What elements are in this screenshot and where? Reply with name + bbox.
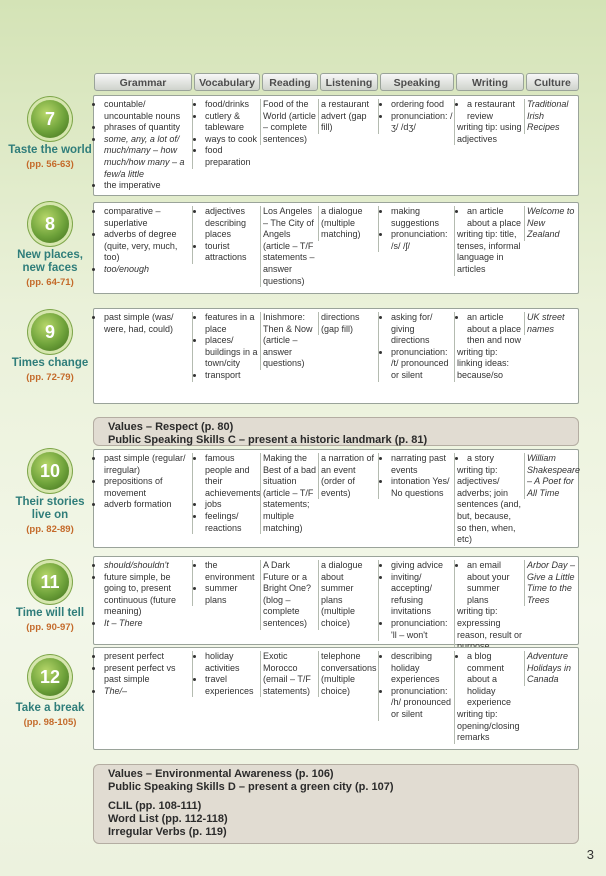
unit-10-label <box>5 452 95 535</box>
list-item: • past simple (was/ were, had, could) <box>104 312 190 335</box>
list-item: • comparative – superlative <box>104 206 190 229</box>
unit-pages: (pp. 72-79) <box>26 372 74 383</box>
unit-pages: (pp. 90-97) <box>26 622 74 633</box>
unit-number-badge: 12 <box>31 658 69 696</box>
writing-cell <box>454 651 523 744</box>
list-item: • narrating past events <box>391 453 453 476</box>
list-item: • pronunciation: /ʒ/ /dʒ/ <box>391 111 453 134</box>
unit-9-label <box>5 313 95 383</box>
unit-10-row <box>93 449 579 548</box>
unit-title: New places, new faces <box>17 249 83 274</box>
list-item: • a restaurant review <box>467 99 523 122</box>
listening-cell: a restaurant advert (gap fill) <box>318 99 377 134</box>
list-item: • phrases of quantity <box>104 122 190 134</box>
list-item: • adverb formation <box>104 499 190 511</box>
grammar-cell <box>94 206 190 276</box>
values-band-2 <box>93 764 579 844</box>
list-item: • food/drinks <box>205 99 259 111</box>
list-item: • an email about your summer plans <box>467 560 523 606</box>
header-speaking: Speaking <box>380 73 454 91</box>
unit-pages: (pp. 98-105) <box>23 717 77 728</box>
list-item: • a blog comment about a holiday experience <box>467 651 523 709</box>
list-item: • an article about a place then and now <box>467 312 523 347</box>
culture-cell: UK street names <box>524 312 579 335</box>
unit-9-row <box>93 308 579 404</box>
grammar-cell <box>94 312 190 335</box>
culture-cell: Arbor Day – Give a Little Time to the Trees <box>524 560 579 606</box>
public-speaking-line: Public Speaking Skills D – present a green city (p. 107) <box>108 781 394 793</box>
list-item: • famous people and their achievements <box>205 453 259 499</box>
reading-cell: Los Angeles – The City of Angels (article – T/F statements – answer questions) <box>260 206 317 287</box>
unit-pages: (pp. 64-71) <box>26 277 74 288</box>
vocabulary-cell <box>192 560 259 606</box>
list-item: • describing holiday experiences <box>391 651 453 686</box>
grammar-cell <box>94 651 190 697</box>
list-item: • holiday activities <box>205 651 259 674</box>
list-item: • ways to cook <box>205 134 259 146</box>
list-item: • tourist attractions <box>205 241 259 264</box>
list-item: • intonation Yes/ No questions <box>391 476 453 499</box>
list-item: • places/ buildings in a town/city <box>205 335 259 370</box>
list-item: • transport <box>205 370 259 382</box>
grammar-cell <box>94 560 190 630</box>
list-item: • cutlery & tableware <box>205 111 259 134</box>
culture-cell: Traditional Irish Recipes <box>524 99 579 134</box>
unit-title: Take a break <box>15 702 85 714</box>
list-item: • some, any, a lot of/ much/many – how much/how many – a few/a little <box>104 134 190 180</box>
reading-cell: A Dark Future or a Bright One? (blog – complete sentences) <box>260 560 317 630</box>
list-item: • asking for/ giving directions <box>391 312 453 347</box>
writing-cell <box>454 206 523 276</box>
list-item: • future simple, be going to, present continuous (future meaning) <box>104 572 190 618</box>
unit-8-label <box>5 205 95 288</box>
writing-tip: writing tip: using adjectives <box>457 122 522 144</box>
culture-cell: Adventure Holidays in Canada <box>524 651 579 686</box>
speaking-cell <box>378 312 453 382</box>
list-item: • past simple (regular/ irregular) <box>104 453 190 476</box>
word-list-line: Word List (pp. 112-118) <box>108 813 228 825</box>
unit-12-row <box>93 647 579 750</box>
unit-pages: (pp. 56-63) <box>26 159 74 170</box>
list-item: • features in a place <box>205 312 259 335</box>
list-item: • jobs <box>205 499 259 511</box>
header-reading: Reading <box>262 73 318 91</box>
listening-cell: a narration of an event (order of events) <box>318 453 377 499</box>
list-item: • a story <box>467 453 523 465</box>
writing-cell <box>454 453 523 546</box>
unit-number-badge: 11 <box>31 563 69 601</box>
list-item: • food preparation <box>205 145 259 168</box>
speaking-cell <box>378 651 453 721</box>
unit-7-row <box>93 95 579 196</box>
page-number: 3 <box>586 847 594 862</box>
writing-cell <box>454 560 523 653</box>
header-writing: Writing <box>456 73 524 91</box>
vocabulary-cell <box>192 312 259 382</box>
list-item: • adjectives describing places <box>205 206 259 241</box>
listening-cell: directions (gap fill) <box>318 312 377 335</box>
unit-title: Times change <box>11 357 89 369</box>
header-vocabulary: Vocabulary <box>194 73 260 91</box>
culture-cell: William Shakespeare – A Poet for All Time <box>524 453 579 499</box>
list-item: • the environment <box>205 560 259 583</box>
unit-number-badge: 9 <box>31 313 69 351</box>
unit-number-badge: 8 <box>31 205 69 243</box>
list-item: • It – There <box>104 618 190 630</box>
clil-line: CLIL (pp. 108-111) <box>108 800 202 812</box>
irregular-verbs-line: Irregular Verbs (p. 119) <box>108 826 227 838</box>
list-item: • countable/ uncountable nouns <box>104 99 190 122</box>
grammar-cell <box>94 453 190 511</box>
unit-title: Their stories live on <box>15 496 85 521</box>
list-item: • pronunciation: /s/ /ʃ/ <box>391 229 453 252</box>
reading-cell: Exotic Morocco (email – T/F statements) <box>260 651 317 697</box>
unit-pages: (pp. 82-89) <box>26 524 74 535</box>
list-item: • The/– <box>104 686 190 698</box>
writing-tip: writing tip: expressing reason, result or <box>457 606 523 640</box>
unit-number-badge: 10 <box>31 452 69 490</box>
list-item: • travel experiences <box>205 674 259 697</box>
reading-cell: Food of the World (article – complete sentences) <box>260 99 317 145</box>
culture-cell: Welcome to New Zealand <box>524 206 579 241</box>
values-line: Values – Environmental Awareness (p. 106) <box>108 768 334 780</box>
list-item: • the imperative <box>104 180 190 192</box>
list-item: • inviting/ accepting/ refusing invitations <box>391 572 453 618</box>
writing-tip: writing tip: title, tenses, informal language in articles <box>457 229 521 274</box>
listening-cell: telephone conversations (multiple choice) <box>318 651 377 697</box>
vocabulary-cell <box>192 206 259 264</box>
reading-cell: Inishmore: Then & Now (article – answer questions) <box>260 312 317 370</box>
speaking-cell <box>378 560 453 641</box>
writing-cell <box>454 99 523 145</box>
unit-7-label <box>5 100 95 170</box>
list-item: • giving advice <box>391 560 453 572</box>
writing-tip: writing tip: adjectives/ adverbs; join sentences (and, but, because, so then, when, etc) <box>457 464 522 545</box>
writing-cell <box>454 312 523 382</box>
unit-12-label <box>5 658 95 728</box>
list-item: • an article about a place <box>467 206 523 229</box>
unit-number-badge: 7 <box>31 100 69 138</box>
listening-cell: a dialogue about summer plans (multiple choice) <box>318 560 377 630</box>
list-item: • ordering food <box>391 99 453 111</box>
values-line: Values – Respect (p. 80) <box>108 421 234 433</box>
list-item: • making suggestions <box>391 206 453 229</box>
unit-11-label <box>5 563 95 633</box>
vocabulary-cell <box>192 453 259 534</box>
list-item: • prepositions of movement <box>104 476 190 499</box>
unit-title: Time will tell <box>15 607 85 619</box>
speaking-cell <box>378 453 453 499</box>
list-item: • present perfect <box>104 651 190 663</box>
list-item: • should/shouldn't <box>104 560 190 572</box>
list-item: • present perfect vs past simple <box>104 663 190 686</box>
unit-8-row <box>93 202 579 294</box>
list-item: • pronunciation: /t/ pronounced or silent <box>391 347 453 382</box>
speaking-cell <box>378 206 453 252</box>
list-item: • feelings/ reactions <box>205 511 259 534</box>
listening-cell: a dialogue (multiple matching) <box>318 206 377 241</box>
writing-tip: writing tip: linking ideas: because/so <box>457 346 510 380</box>
grammar-cell <box>94 99 190 192</box>
unit-11-row <box>93 556 579 645</box>
speaking-cell <box>378 99 453 134</box>
reading-cell: Making the Best of a bad situation (article – T/F statements; multiple matching) <box>260 453 317 534</box>
public-speaking-line: Public Speaking Skills C – present a historic landmark (p. 81) <box>108 434 428 446</box>
list-item: • pronunciation: /h/ pronounced or silent <box>391 686 453 721</box>
writing-tip: writing tip: opening/closing remarks <box>457 708 520 743</box>
values-band-1 <box>93 417 579 446</box>
list-item: • too/enough <box>104 264 190 276</box>
header-grammar: Grammar <box>94 73 192 91</box>
vocabulary-cell <box>192 651 259 697</box>
list-item: • summer plans <box>205 583 259 606</box>
unit-title: Taste the world <box>8 144 92 156</box>
list-item: • pronunciation: 'll – won't <box>391 618 453 641</box>
list-item: • adverbs of degree (quite, very, much, too) <box>104 229 190 264</box>
header-listening: Listening <box>320 73 378 91</box>
vocabulary-cell <box>192 99 259 169</box>
header-culture: Culture <box>526 73 579 91</box>
